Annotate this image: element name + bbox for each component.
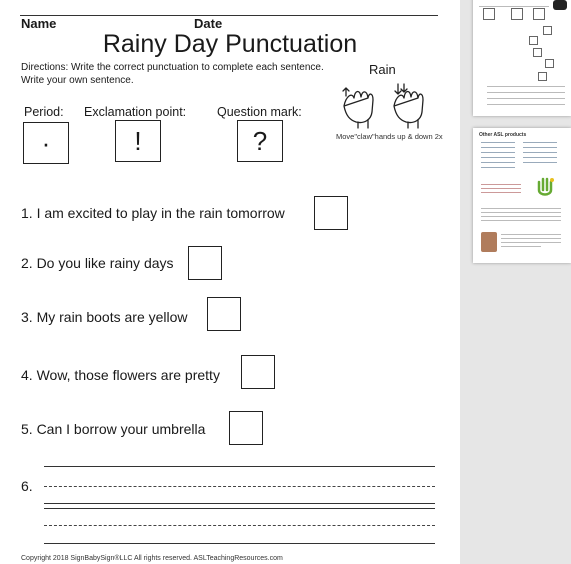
exclamation-label: Exclamation point: xyxy=(84,105,187,119)
author-photo xyxy=(481,232,497,252)
sign-label: Rain xyxy=(369,62,396,77)
writing-dashed-line xyxy=(44,525,435,526)
thumbnail-page-2[interactable] xyxy=(473,128,571,263)
answer-box-1[interactable] xyxy=(314,196,348,230)
writing-line xyxy=(44,543,435,544)
date-label: Date xyxy=(194,16,223,31)
name-label: Name xyxy=(21,16,57,31)
copyright: Copyright 2018 SignBabySign®LLC All rights reserved. ASLTeachingResources.com xyxy=(21,555,283,562)
answer-box-3[interactable] xyxy=(207,297,241,331)
sentence-3: 3. My rain boots are yellow xyxy=(21,309,188,325)
thumbnail-page-1[interactable] xyxy=(473,0,571,116)
answer-box-5[interactable] xyxy=(229,411,263,445)
question-box: ? xyxy=(237,120,283,162)
exclamation-box: ! xyxy=(115,120,161,162)
sentence-5: 5. Can I borrow your umbrella xyxy=(21,421,206,437)
directions xyxy=(21,61,351,87)
writing-line xyxy=(44,508,435,509)
asl-rain-sign-icon xyxy=(338,80,430,130)
page-title: Rainy Day Punctuation xyxy=(102,30,358,58)
period-box: · xyxy=(23,122,69,164)
directions-line-1: Directions: Write the correct punctuation to complete each sentence. xyxy=(21,62,324,73)
sentence-4: 4. Wow, those flowers are pretty xyxy=(21,367,220,383)
directions-line-2: Write your own sentence. xyxy=(21,75,134,86)
writing-dashed-line xyxy=(44,486,435,487)
sentence-2: 2. Do you like rainy days xyxy=(21,255,174,271)
thumbnail-other-products-title: Other ASL products xyxy=(479,132,527,138)
period-label: Period: xyxy=(24,105,64,119)
thumbnail-panel[interactable] xyxy=(460,0,571,564)
answer-box-2[interactable] xyxy=(188,246,222,280)
hand-logo-icon xyxy=(535,176,557,198)
sentence-6-label: 6. xyxy=(21,478,33,494)
writing-line xyxy=(44,503,435,504)
top-rule xyxy=(20,15,438,16)
sentence-1: 1. I am excited to play in the rain tomorrow xyxy=(21,205,285,221)
sign-caption: Move"claw"hands up & down 2x xyxy=(336,132,443,141)
question-label: Question mark: xyxy=(217,105,302,119)
answer-box-4[interactable] xyxy=(241,355,275,389)
writing-line xyxy=(44,466,435,467)
